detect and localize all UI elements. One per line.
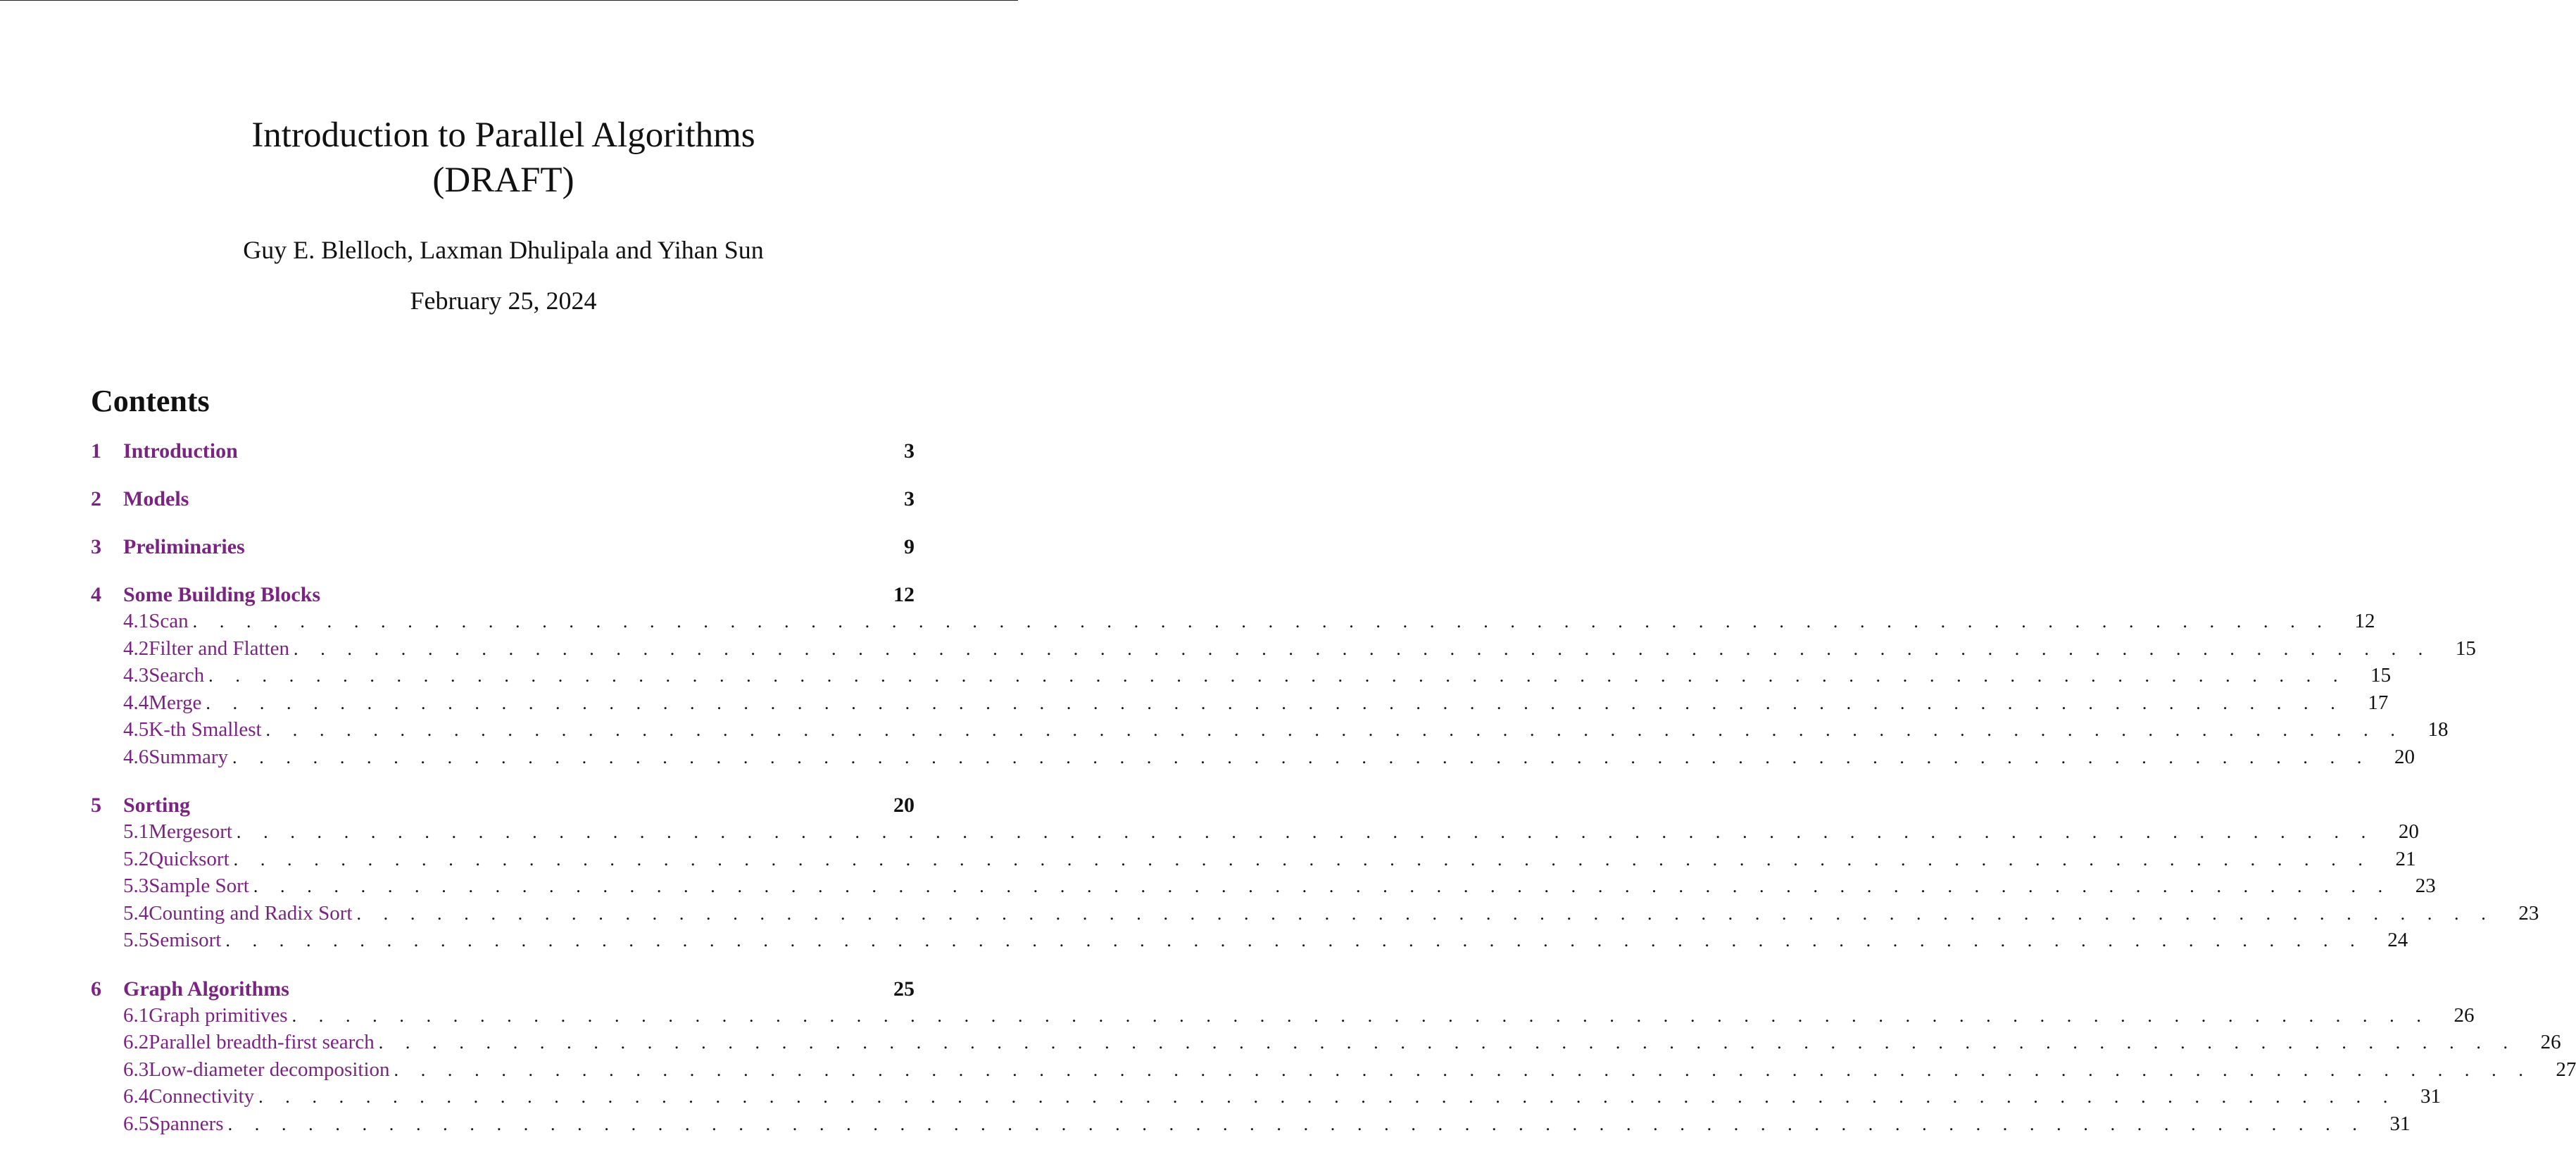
toc-subsection-link[interactable] [91, 716, 2449, 744]
toc-subsection-number: 6.2 [123, 1031, 149, 1053]
toc-subsection-link[interactable] [91, 608, 2375, 635]
toc-subsection-title: K-th Smallest [149, 718, 262, 741]
toc-subsection-link[interactable] [91, 662, 2392, 689]
toc-subsection-link[interactable] [91, 744, 2415, 771]
toc-subsection-page: 23 [2518, 901, 2539, 925]
toc-subsection-link[interactable] [91, 846, 2416, 873]
toc-section-number: 5 [91, 794, 101, 817]
toc-section-page: 12 [893, 583, 915, 606]
toc-subsection-number: 5.2 [123, 847, 149, 870]
toc-dot-leader: . . . . . . . . . . . . . . . . . . . . . . . . . . . . . . . . . . . . . . . . . . . . . . . . . . . . . . . . . . . . . . . . . . . . . . . . . . . . . . . . [236, 822, 2375, 842]
toc-subsection-link[interactable] [91, 927, 2408, 954]
toc-dot-leader: . . . . . . . . . . . . . . . . . . . . . . . . . . . . . . . . . . . . . . . . . . . . . . . . . . . . . . . . . . . . . . . . . . . . . . . . . . . . . . . . [258, 1086, 2396, 1107]
toc-dot-leader: . . . . . . . . . . . . . . . . . . . . . . . . . . . . . . . . . . . . . . . . . . . . . . . . . . . . . . . . . . . . . . . . . . . . . . . . . . . . . . . . [265, 720, 2404, 740]
toc-dot-leader: . . . . . . . . . . . . . . . . . . . . . . . . . . . . . . . . . . . . . . . . . . . . . . . . . . . . . . . . . . . . . . . . . . . . . . . . . . . . . . . . [356, 903, 2495, 924]
toc-section [91, 976, 2576, 1138]
toc-subsection-page: 24 [2387, 929, 2408, 951]
toc-subsection-page: 20 [2394, 745, 2415, 768]
title-line-2: (DRAFT) [432, 161, 574, 200]
toc-section [91, 582, 2476, 770]
document-title [0, 113, 1007, 203]
toc-subsection-page: 31 [2389, 1112, 2411, 1135]
toc-subsection-title: Quicksort [149, 847, 230, 870]
toc-dot-leader: . . . . . . . . . . . . . . . . . . . . . . . . . . . . . . . . . . . . . . . . . . . . . . . . . . . . . . . . . . . . . . . . . . . . . . . . . . . . . . . . [233, 848, 2372, 870]
toc-subsection-number: 5.5 [123, 929, 149, 951]
toc-dot-leader: . . . . . . . . . . . . . . . . . . . . . . . . . . . . . . . . . . . . . . . . . . . . . . . . . . . . . . . . . . . . . . . . . . . . . . . . . . . . . . . . [294, 638, 2432, 659]
toc-subsection-number: 6.1 [123, 1003, 149, 1027]
toc-subsection-link[interactable] [91, 689, 2389, 717]
toc-subsection-link[interactable] [91, 818, 2419, 846]
toc-subsection-link[interactable] [91, 1110, 2411, 1138]
toc-section-link[interactable] [91, 582, 915, 608]
toc-section-link[interactable] [91, 534, 915, 560]
toc-dot-leader: . . . . . . . . . . . . . . . . . . . . . . . . . . . . . . . . . . . . . . . . . . . . . . . . . . . . . . . . . . . . . . . . . . . . . . . . . . . . . . . . [378, 1032, 2517, 1053]
toc-subsection-number: 5.1 [123, 820, 149, 843]
toc-subsection-link[interactable] [91, 900, 2539, 927]
toc-section-page: 3 [904, 439, 915, 463]
toc-dot-leader: . . . . . . . . . . . . . . . . . . . . . . . . . . . . . . . . . . . . . . . . . . . . . . . . . . . . . . . . . . . . . . . . . . . . . . . . . . . . . . . . [394, 1059, 2532, 1080]
toc-subsection-link[interactable] [91, 1029, 2561, 1056]
toc-section-page: 3 [904, 487, 915, 510]
toc-section-link[interactable] [91, 486, 915, 512]
toc-dot-leader: . . . . . . . . . . . . . . . . . . . . . . . . . . . . . . . . . . . . . . . . . . . . . . . . . . . . . . . . . . . . . . . . . . . . . . . . . . . . . . . . [208, 665, 2347, 686]
toc-section-link[interactable] [91, 438, 915, 464]
toc-subsection-title: Mergesort [149, 820, 232, 843]
toc-subsection-page: 18 [2427, 718, 2449, 741]
toc-subsection-number: 4.2 [123, 637, 149, 660]
toc-subsection-page: 23 [2415, 875, 2436, 897]
toc-section [91, 534, 915, 560]
toc-dot-leader: . . . . . . . . . . . . . . . . . . . . . . . . . . . . . . . . . . . . . . . . . . . . . . . . . . . . . . . . . . . . . . . . . . . . . . . . . . . . . . . . [232, 746, 2370, 768]
toc-subsection-number: 4.3 [123, 664, 149, 687]
toc-subsection-title: Counting and Radix Sort [149, 901, 353, 925]
toc-section-page: 25 [893, 977, 915, 1001]
toc-subsection-link[interactable] [91, 1056, 2576, 1084]
toc-section-number: 1 [91, 439, 101, 463]
toc-subsection-link[interactable] [91, 872, 2436, 900]
toc-subsection-number: 4.4 [123, 691, 149, 714]
toc-dot-leader: . . . . . . . . . . . . . . . . . . . . . . . . . . . . . . . . . . . . . . . . . . . . . . . . . . . . . . . . . . . . . . . . . . . . . . . . . . . . . . . . [206, 692, 2344, 713]
toc-subsection-link[interactable] [91, 1002, 2475, 1029]
toc-subsection-title: Filter and Flatten [149, 637, 289, 660]
authors: Guy E. Blelloch, Laxman Dhulipala and Yihan Sun [243, 236, 764, 264]
toc-subsection-page: 17 [2368, 691, 2389, 714]
toc-section-title: Preliminaries [123, 535, 245, 558]
toc-subsection-title: Merge [149, 691, 202, 714]
date: February 25, 2024 [410, 287, 597, 315]
toc-subsection-page: 31 [2420, 1085, 2441, 1108]
toc-dot-leader: . . . . . . . . . . . . . . . . . . . . . . . . . . . . . . . . . . . . . . . . . . . . . . . . . . . . . . . . . . . . . . . . . . . . . . . . . . . . . . . . [227, 1113, 2366, 1134]
toc-subsection-page: 26 [2454, 1003, 2475, 1027]
toc-subsection-number: 4.1 [123, 610, 149, 632]
toc-subsection-number: 5.4 [123, 901, 149, 925]
toc-section-page: 9 [904, 535, 915, 558]
toc-section-number: 4 [91, 583, 101, 606]
toc-subsection-title: Scan [149, 610, 189, 632]
toc-section [91, 438, 915, 464]
toc-section-link[interactable] [91, 976, 915, 1002]
toc-subsection-number: 6.4 [123, 1085, 149, 1108]
toc-subsection-title: Parallel breadth-first search [149, 1031, 375, 1053]
toc-subsection-link[interactable] [91, 1083, 2441, 1110]
toc-subsection-page: 12 [2354, 610, 2375, 632]
toc-subsection-title: Low-diameter decomposition [149, 1058, 390, 1081]
toc-section [91, 486, 915, 512]
toc-subsection-title: Semisort [149, 929, 222, 951]
table-of-contents [91, 438, 2576, 1159]
toc-subsection-page: 26 [2540, 1031, 2561, 1053]
toc-subsection-title: Connectivity [149, 1085, 255, 1108]
toc-section-number: 3 [91, 535, 101, 558]
toc-subsection-number: 4.6 [123, 745, 149, 768]
title-line-1: Introduction to Parallel Algorithms [251, 115, 755, 155]
toc-section-link[interactable] [91, 792, 915, 818]
toc-subsection-number: 6.5 [123, 1112, 149, 1135]
toc-section-title: Some Building Blocks [123, 583, 321, 606]
toc-subsection-title: Summary [149, 745, 229, 768]
toc-subsection-page: 15 [2370, 664, 2392, 687]
toc-subsection-page: 27 [2556, 1058, 2576, 1081]
contents-heading: Contents [91, 384, 210, 418]
toc-section-title: Introduction [123, 439, 238, 463]
toc-dot-leader: . . . . . . . . . . . . . . . . . . . . . . . . . . . . . . . . . . . . . . . . . . . . . . . . . . . . . . . . . . . . . . . . . . . . . . . . . . . . . . . . [291, 1005, 2430, 1026]
toc-section-title: Graph Algorithms [123, 977, 289, 1001]
toc-section [91, 792, 2539, 954]
toc-subsection-number: 6.3 [123, 1058, 149, 1081]
top-rule [0, 0, 1018, 1]
toc-section-title: Models [123, 487, 189, 510]
toc-subsection-title: Graph primitives [149, 1003, 288, 1027]
toc-subsection-page: 20 [2398, 820, 2419, 843]
toc-section-page: 20 [893, 794, 915, 817]
toc-section-title: Sorting [123, 794, 191, 817]
toc-dot-leader: . . . . . . . . . . . . . . . . . . . . . . . . . . . . . . . . . . . . . . . . . . . . . . . . . . . . . . . . . . . . . . . . . . . . . . . . . . . . . . . . [253, 876, 2392, 896]
toc-dot-leader: . . . . . . . . . . . . . . . . . . . . . . . . . . . . . . . . . . . . . . . . . . . . . . . . . . . . . . . . . . . . . . . . . . . . . . . . . . . . . . . . [225, 930, 2364, 951]
toc-dot-leader: . . . . . . . . . . . . . . . . . . . . . . . . . . . . . . . . . . . . . . . . . . . . . . . . . . . . . . . . . . . . . . . . . . . . . . . . . . . . . . . . [192, 611, 2331, 632]
toc-section-number: 6 [91, 977, 101, 1001]
toc-subsection-page: 21 [2395, 847, 2416, 870]
toc-subsection-link[interactable] [91, 635, 2476, 663]
toc-subsection-title: Spanners [149, 1112, 224, 1135]
toc-subsection-number: 5.3 [123, 875, 149, 897]
toc-subsection-title: Search [149, 664, 205, 687]
toc-subsection-title: Sample Sort [149, 875, 249, 897]
toc-subsection-page: 15 [2455, 637, 2476, 660]
toc-subsection-number: 4.5 [123, 718, 149, 741]
toc-section-number: 2 [91, 487, 101, 510]
